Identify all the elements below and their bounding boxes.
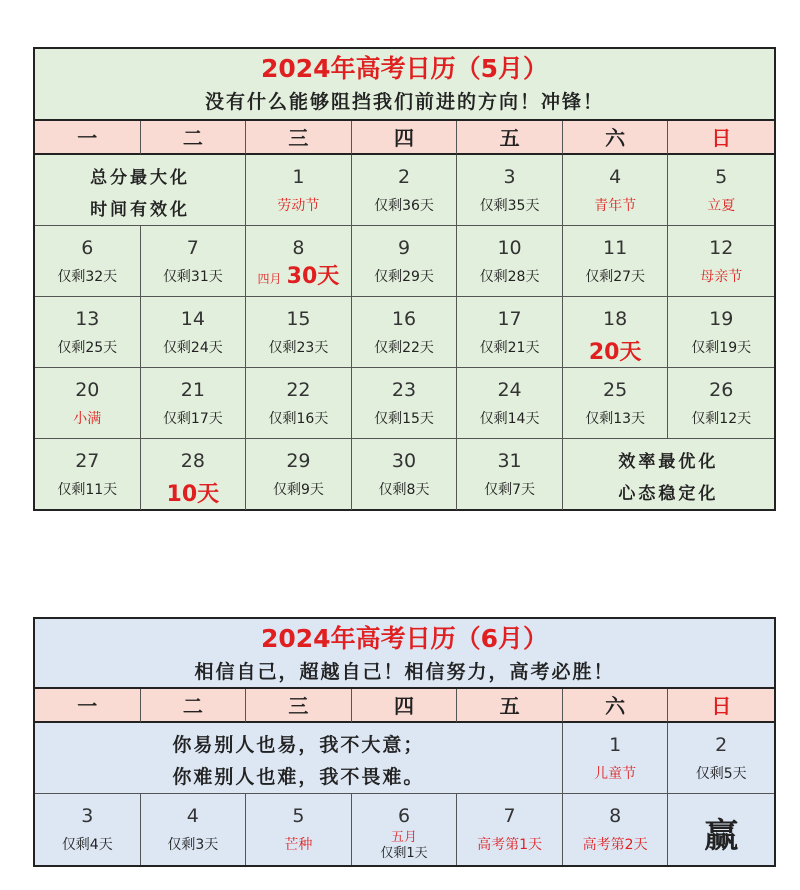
day-cell-may-18 — [563, 297, 669, 368]
may-note-1: 总分最大化 — [90, 168, 191, 188]
day-label: 仅剩29天 — [374, 269, 434, 285]
day-number: 15 — [286, 308, 311, 330]
day-label: 仅剩31天 — [162, 269, 223, 285]
day-cell-june-6 — [352, 794, 458, 865]
day-label: 仅剩24天 — [162, 340, 223, 356]
day-cell-may-10 — [457, 226, 563, 297]
june-note-cell — [35, 723, 563, 794]
day-label: 仅剩4天 — [61, 837, 113, 853]
day-cell-may-12 — [668, 226, 774, 297]
day-label: 青年节 — [594, 198, 637, 214]
day-label: 母亲节 — [700, 269, 743, 285]
day-number: 18 — [603, 308, 628, 330]
day-number: 9 — [397, 237, 411, 259]
day-number: 5 — [715, 166, 728, 188]
june-title: 2024年高考日历（6月） — [261, 624, 548, 653]
weekday-fri: 五 — [457, 121, 563, 155]
weekday-sat: 六 — [563, 121, 669, 155]
june-note-2: 你难别人也难，我不畏难。 — [172, 766, 425, 788]
day-number: 7 — [186, 237, 199, 259]
day-label-lunar: 五月 — [390, 830, 417, 845]
day-number: 19 — [709, 308, 734, 330]
day-label: 仅剩23天 — [268, 340, 329, 356]
may-note-cell-2 — [563, 439, 774, 510]
day-cell-may-24 — [457, 368, 563, 439]
day-label: 仅剩8天 — [378, 482, 430, 498]
day-label: 儿童节 — [594, 766, 637, 782]
day-label: 仅剩28天 — [479, 269, 540, 285]
day-number: 22 — [286, 379, 311, 401]
day-cell-may-4 — [563, 155, 669, 226]
weekday-mon: 一 — [35, 121, 141, 155]
day-number: 26 — [709, 379, 734, 401]
day-number: 6 — [397, 805, 411, 827]
day-number: 8 — [609, 805, 622, 827]
day-number: 2 — [715, 734, 728, 756]
may-motto: 没有什么能够阻挡我们前进的方向！冲锋！ — [204, 91, 604, 113]
day-cell-may-22 — [246, 368, 352, 439]
day-label-small: 四月 — [257, 272, 282, 286]
day-cell-june-5 — [246, 794, 352, 865]
may-note-2: 时间有效化 — [90, 200, 191, 220]
day-label: 仅剩22天 — [374, 340, 434, 356]
day-label: 芒种 — [284, 837, 313, 853]
day-number: 11 — [603, 237, 628, 259]
weekday-fri: 五 — [457, 689, 563, 723]
weekday-thu: 四 — [352, 121, 458, 155]
day-label: 仅剩17天 — [162, 411, 223, 427]
day-number: 30 — [391, 450, 417, 472]
day-cell-june-4 — [141, 794, 247, 865]
day-cell-may-16 — [352, 297, 458, 368]
day-label: 仅剩7天 — [484, 482, 536, 498]
day-number: 17 — [497, 308, 522, 330]
day-cell-may-1 — [246, 155, 352, 226]
day-number: 21 — [180, 379, 205, 401]
day-label: 仅剩21天 — [479, 340, 540, 356]
may-calendar — [33, 47, 776, 511]
day-cell-may-23 — [352, 368, 458, 439]
day-number: 25 — [603, 379, 628, 401]
day-cell-june-7 — [457, 794, 563, 865]
day-label: 仅剩5天 — [695, 766, 747, 782]
day-label: 小满 — [73, 411, 102, 427]
day-number: 3 — [503, 166, 516, 188]
may-header — [35, 49, 774, 121]
day-label: 仅剩32天 — [57, 269, 118, 285]
weekday-mon: 一 — [35, 689, 141, 723]
day-number: 12 — [709, 237, 734, 259]
day-number: 5 — [292, 805, 305, 827]
countdown-big: 20天 — [588, 340, 642, 365]
may-note-3: 效率最优化 — [618, 452, 719, 472]
day-number: 3 — [81, 805, 94, 827]
weekday-thu: 四 — [352, 689, 458, 723]
may-note-4: 心态稳定化 — [618, 484, 719, 504]
day-number: 8 — [292, 237, 305, 259]
day-number: 6 — [81, 237, 94, 259]
weekday-sun: 日 — [668, 121, 774, 155]
day-label: 仅剩1天 — [380, 846, 428, 861]
day-cell-may-2 — [352, 155, 458, 226]
day-label: 高考第1天 — [477, 837, 543, 853]
day-cell-may-9 — [352, 226, 458, 297]
day-cell-may-27 — [35, 439, 141, 510]
day-label: 仅剩9天 — [272, 482, 324, 498]
day-label: 立夏 — [707, 198, 736, 214]
day-cell-may-26 — [668, 368, 774, 439]
day-label: 仅剩36天 — [374, 198, 434, 214]
win-character: 赢 — [704, 816, 739, 856]
day-cell-may-6 — [35, 226, 141, 297]
day-number: 4 — [609, 166, 622, 188]
day-number: 10 — [497, 237, 522, 259]
day-cell-may-3 — [457, 155, 563, 226]
day-number: 2 — [397, 166, 411, 188]
day-number: 28 — [180, 450, 205, 472]
day-cell-may-21 — [141, 368, 247, 439]
day-label: 仅剩13天 — [585, 411, 646, 427]
day-label: 高考第2天 — [582, 837, 648, 853]
countdown-big: 10天 — [166, 482, 220, 507]
day-number: 29 — [286, 450, 311, 472]
day-number: 24 — [497, 379, 522, 401]
day-label: 仅剩11天 — [57, 482, 118, 498]
day-cell-may-5 — [668, 155, 774, 226]
weekday-tue: 二 — [141, 121, 247, 155]
countdown-big: 30天 — [286, 264, 340, 289]
day-number: 27 — [75, 450, 100, 472]
day-cell-june-2 — [668, 723, 774, 794]
day-label: 仅剩14天 — [479, 411, 540, 427]
day-number: 7 — [503, 805, 516, 827]
day-label: 仅剩16天 — [268, 411, 329, 427]
day-label: 仅剩15天 — [374, 411, 434, 427]
day-label: 仅剩3天 — [167, 837, 219, 853]
day-cell-may-31 — [457, 439, 563, 510]
day-cell-may-13 — [35, 297, 141, 368]
day-cell-may-7 — [141, 226, 247, 297]
day-label: 仅剩35天 — [479, 198, 540, 214]
day-cell-may-25 — [563, 368, 669, 439]
day-number: 1 — [292, 166, 305, 188]
weekday-wed: 三 — [246, 689, 352, 723]
day-cell-june-3 — [35, 794, 141, 865]
day-number: 20 — [75, 379, 100, 401]
day-number: 31 — [497, 450, 522, 472]
weekday-wed: 三 — [246, 121, 352, 155]
day-label: 仅剩27天 — [585, 269, 646, 285]
day-cell-june-9 — [668, 794, 774, 865]
day-number: 13 — [75, 308, 100, 330]
weekday-tue: 二 — [141, 689, 247, 723]
may-note-cell-1 — [35, 155, 246, 226]
day-cell-may-19 — [668, 297, 774, 368]
june-calendar — [33, 617, 776, 867]
day-label: 仅剩12天 — [691, 411, 752, 427]
day-cell-may-15 — [246, 297, 352, 368]
day-number: 1 — [609, 734, 622, 756]
day-label: 仅剩19天 — [691, 340, 752, 356]
day-cell-june-1 — [563, 723, 669, 794]
june-header — [35, 619, 774, 689]
may-title: 2024年高考日历（5月） — [261, 54, 548, 83]
day-cell-may-29 — [246, 439, 352, 510]
day-number: 23 — [391, 379, 417, 401]
day-number: 16 — [391, 308, 417, 330]
day-label: 劳动节 — [277, 198, 320, 214]
may-grid — [35, 121, 774, 510]
day-cell-may-28 — [141, 439, 247, 510]
day-number: 4 — [186, 805, 199, 827]
day-cell-may-11 — [563, 226, 669, 297]
weekday-sun: 日 — [668, 689, 774, 723]
june-motto: 相信自己，超越自己！相信努力，高考必胜！ — [194, 661, 615, 683]
day-cell-june-8 — [563, 794, 669, 865]
june-note-1: 你易别人也易，我不大意； — [172, 734, 425, 756]
day-cell-may-20 — [35, 368, 141, 439]
june-grid — [35, 689, 774, 865]
day-cell-may-17 — [457, 297, 563, 368]
day-cell-may-14 — [141, 297, 247, 368]
day-cell-may-30 — [352, 439, 458, 510]
day-cell-may-8 — [246, 226, 352, 297]
weekday-sat: 六 — [563, 689, 669, 723]
day-label: 仅剩25天 — [57, 340, 118, 356]
day-number: 14 — [180, 308, 205, 330]
